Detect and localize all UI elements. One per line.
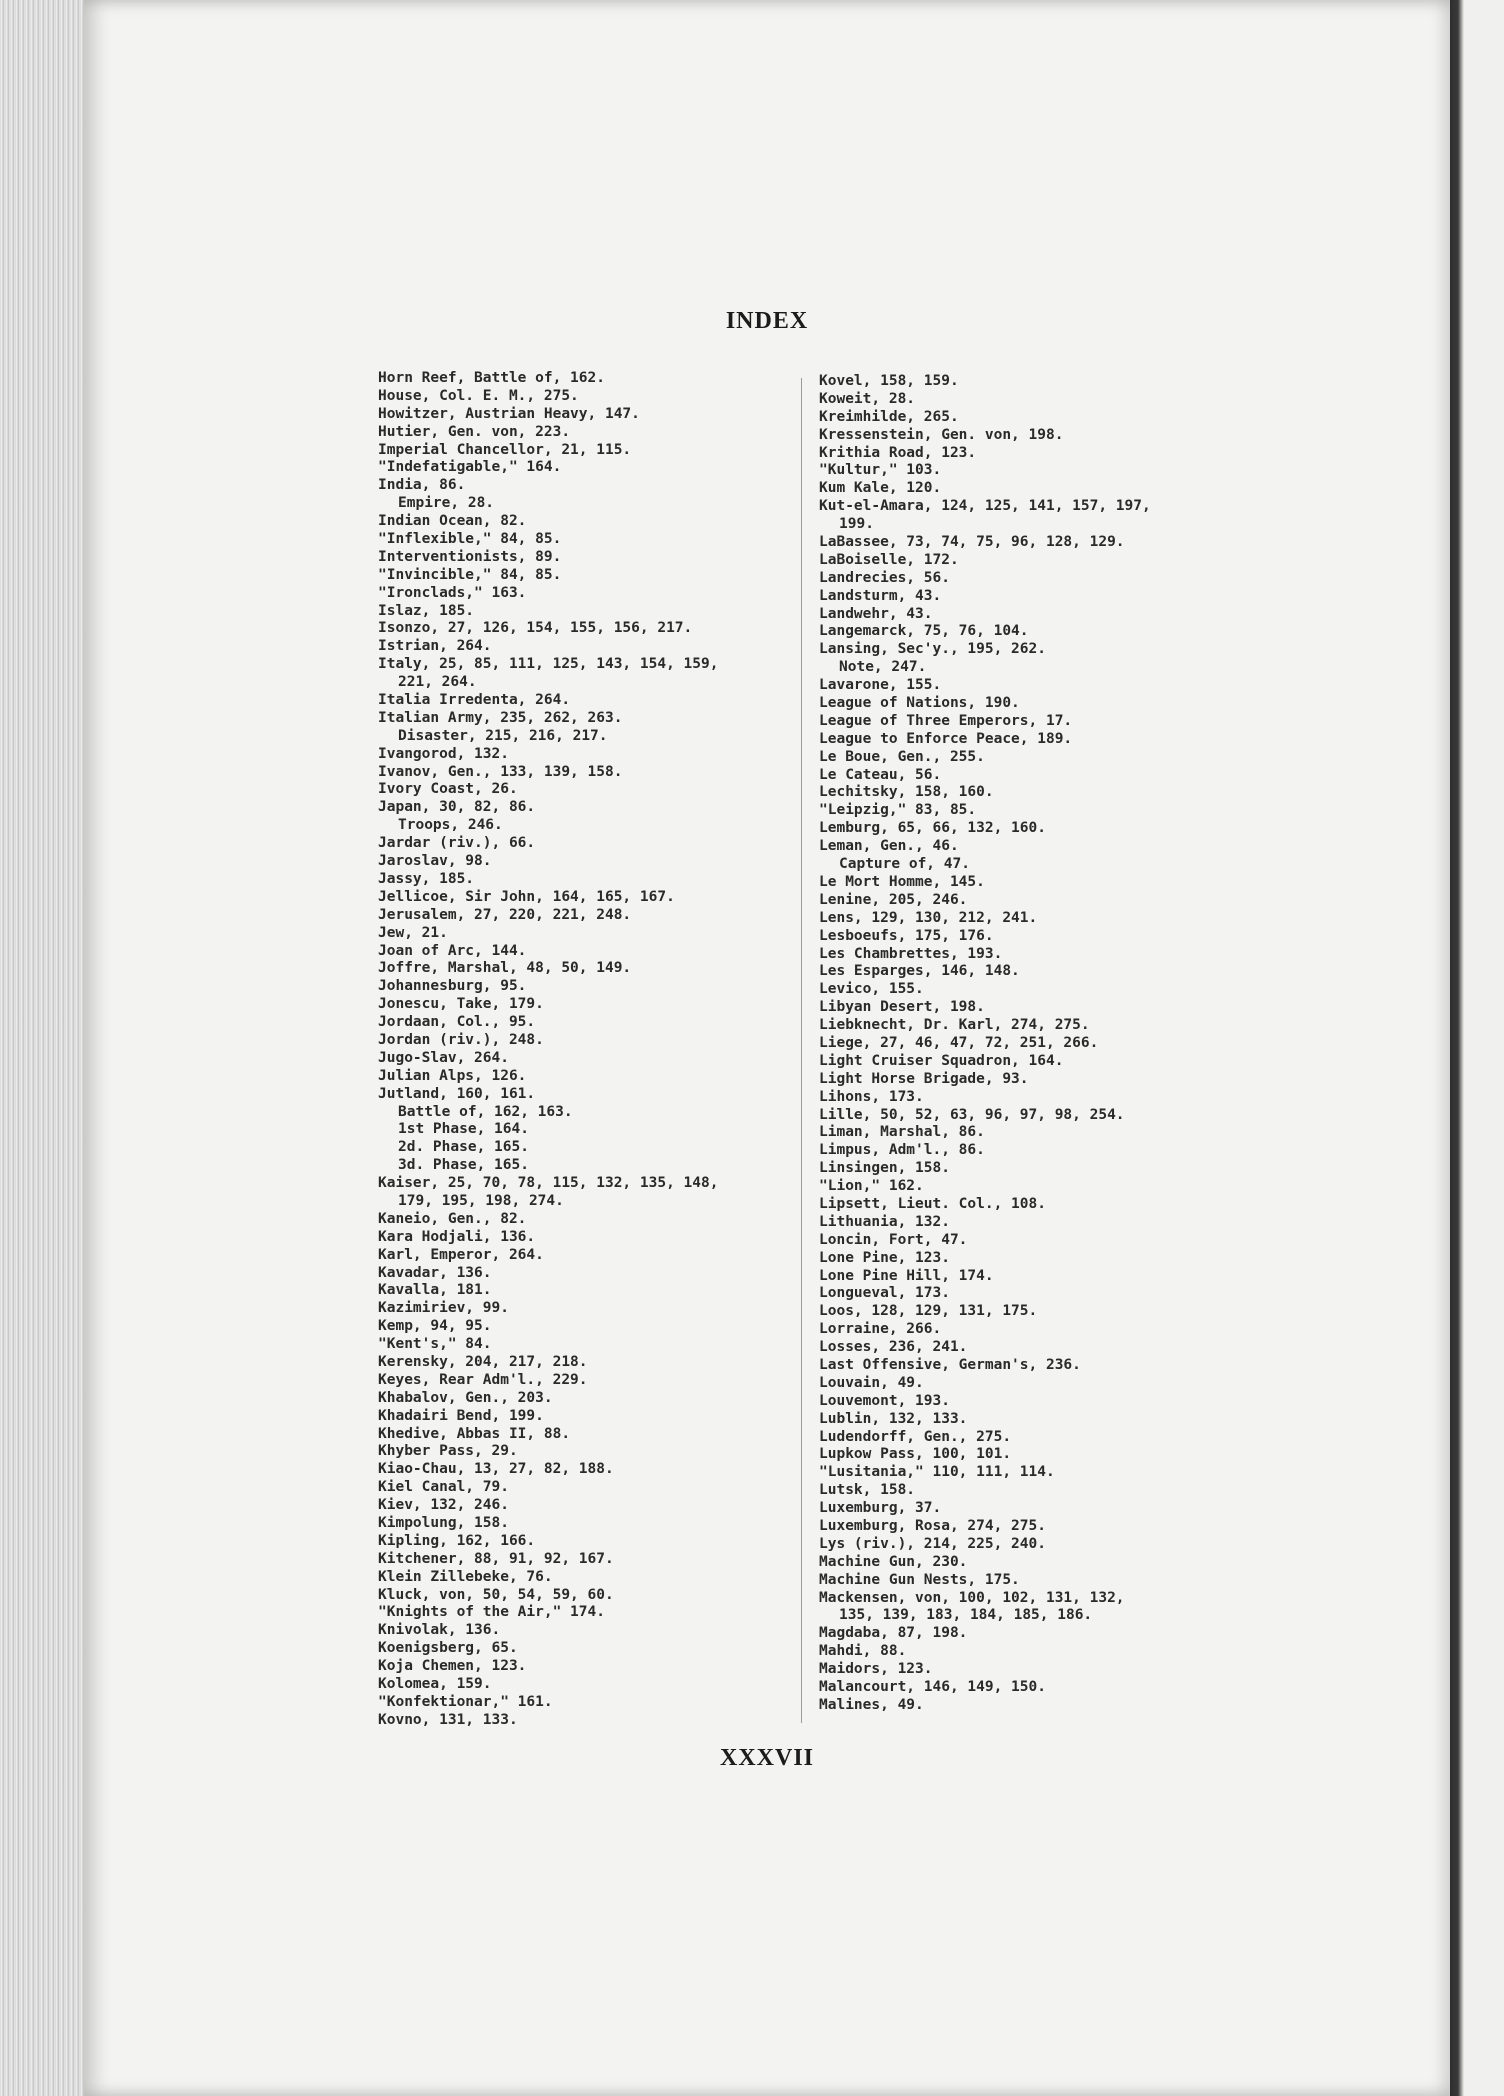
index-entry: Machine Gun Nests, 175. xyxy=(819,1571,1020,1588)
index-entry: "Konfektionar," 161. xyxy=(378,1693,553,1710)
index-entry: Kluck, von, 50, 54, 59, 60. xyxy=(378,1586,614,1603)
index-entry: Joffre, Marshal, 48, 50, 149. xyxy=(378,960,632,977)
index-entry: Koja Chemen, 123. xyxy=(378,1658,527,1675)
index-entry: Kavalla, 181. xyxy=(378,1282,492,1299)
index-entry: Jugo-Slav, 264. xyxy=(378,1049,509,1066)
index-entry: Liebknecht, Dr. Karl, 274, 275. xyxy=(819,1017,1090,1034)
index-entry: Kazimiriev, 99. xyxy=(378,1300,509,1317)
index-entry: Jordan (riv.), 248. xyxy=(378,1031,544,1048)
index-entry: Lenine, 205, 246. xyxy=(819,891,968,908)
index-entry: Italy, 25, 85, 111, 125, 143, 154, 159, xyxy=(378,656,719,673)
index-entry: Jordaan, Col., 95. xyxy=(378,1014,536,1031)
index-entry: Japan, 30, 82, 86. xyxy=(378,799,536,816)
index-entry: Jerusalem, 27, 220, 221, 248. xyxy=(378,906,632,923)
index-entry: Kiel Canal, 79. xyxy=(378,1479,509,1496)
index-entry: Liman, Marshal, 86. xyxy=(819,1124,985,1141)
index-entry: 221, 264. xyxy=(398,674,477,691)
index-entry: Magdaba, 87, 198. xyxy=(819,1625,968,1642)
index-entry: Ludendorff, Gen., 275. xyxy=(819,1428,1012,1445)
index-entry: Malancourt, 146, 149, 150. xyxy=(819,1679,1046,1696)
index-entry: Limpus, Adm'l., 86. xyxy=(819,1142,985,1159)
index-entry: "Inflexible," 84, 85. xyxy=(378,531,562,548)
index-entry: Interventionists, 89. xyxy=(378,548,562,565)
index-entry: Italian Army, 235, 262, 263. xyxy=(378,709,623,726)
index-entry: Kaiser, 25, 70, 78, 115, 132, 135, 148, xyxy=(378,1175,719,1192)
index-entry: Jew, 21. xyxy=(378,924,448,941)
index-entry: Levico, 155. xyxy=(819,981,924,998)
index-entry: Malines, 49. xyxy=(819,1696,924,1713)
index-entry: "Kent's," 84. xyxy=(378,1336,492,1353)
index-entry: Landsturm, 43. xyxy=(819,587,942,604)
index-entry: Koenigsberg, 65. xyxy=(378,1640,518,1657)
index-entry: Les Esparges, 146, 148. xyxy=(819,963,1020,980)
index-entry: Lansing, Sec'y., 195, 262. xyxy=(819,641,1046,658)
index-entry: Istrian, 264. xyxy=(378,638,492,655)
index-entry: "Kultur," 103. xyxy=(819,462,942,479)
index-entry: Klein Zillebeke, 76. xyxy=(378,1568,553,1585)
index-entry: Luxemburg, 37. xyxy=(819,1500,942,1517)
index-entry: Lechitsky, 158, 160. xyxy=(819,784,994,801)
index-entry: Hutier, Gen. von, 223. xyxy=(378,423,571,440)
index-entry: Islaz, 185. xyxy=(378,602,475,619)
index-entry: Ivory Coast, 26. xyxy=(378,781,518,798)
index-entry: Ivangorod, 132. xyxy=(378,745,509,762)
index-entry: Lone Pine Hill, 174. xyxy=(819,1267,994,1284)
index-entry: Kimpolung, 158. xyxy=(378,1515,509,1531)
index-entry: Imperial Chancellor, 21, 115. xyxy=(378,441,632,458)
index-column-right xyxy=(819,373,1303,1715)
index-entry: Battle of, 162, 163. xyxy=(398,1103,573,1120)
index-entry: Lesboeufs, 175, 176. xyxy=(819,927,994,944)
index-entry: Kaneio, Gen., 82. xyxy=(378,1210,527,1227)
index-entry: Maidors, 123. xyxy=(819,1661,933,1678)
index-entry: Les Chambrettes, 193. xyxy=(819,945,1003,962)
index-entry: Lone Pine, 123. xyxy=(819,1249,950,1266)
index-entry: Loos, 128, 129, 131, 175. xyxy=(819,1303,1038,1320)
index-entry: Keyes, Rear Adm'l., 229. xyxy=(378,1371,588,1388)
index-entry: League of Nations, 190. xyxy=(819,695,1020,712)
index-entry: Jutland, 160, 161. xyxy=(378,1085,536,1102)
index-entry: Kressenstein, Gen. von, 198. xyxy=(819,426,1064,443)
index-entry: 1st Phase, 164. xyxy=(398,1121,529,1138)
index-entry: Italia Irredenta, 264. xyxy=(378,692,571,709)
index-entry: Kovno, 131, 133. xyxy=(378,1711,518,1728)
index-entry: Losses, 236, 241. xyxy=(819,1339,968,1356)
index-entry: Kreimhilde, 265. xyxy=(819,408,959,425)
index-entry: Disaster, 215, 216, 217. xyxy=(398,727,608,744)
index-entry: Koweit, 28. xyxy=(819,390,916,407)
index-entry: "Indefatigable," 164. xyxy=(378,459,562,476)
index-entry: Lihons, 173. xyxy=(819,1088,924,1105)
index-entry: "Ironclads," 163. xyxy=(378,584,527,601)
book-page-edges xyxy=(0,0,92,2096)
index-entry: "Lion," 162. xyxy=(819,1178,924,1195)
index-entry: Julian Alps, 126. xyxy=(378,1067,527,1084)
index-entry: House, Col. E. M., 275. xyxy=(378,387,579,404)
index-entry: Light Cruiser Squadron, 164. xyxy=(819,1052,1064,1069)
index-entry: Kavadar, 136. xyxy=(378,1264,492,1281)
index-entry: Ivanov, Gen., 133, 139, 158. xyxy=(378,763,623,780)
index-entry: Lipsett, Lieut. Col., 108. xyxy=(819,1195,1046,1212)
index-entry: Johannesburg, 95. xyxy=(378,978,527,995)
index-entry: Karl, Emperor, 264. xyxy=(378,1246,544,1263)
index-entry: Kemp, 94, 95. xyxy=(378,1318,492,1335)
page-heading: INDEX xyxy=(725,308,809,334)
index-entry: Luxemburg, Rosa, 274, 275. xyxy=(819,1518,1046,1534)
index-entry: Kolomea, 159. xyxy=(378,1676,492,1693)
index-entry: Machine Gun, 230. xyxy=(819,1553,968,1570)
index-entry: Capture of, 47. xyxy=(839,856,970,873)
index-entry: Empire, 28. xyxy=(398,495,495,512)
index-entry: Lemburg, 65, 66, 132, 160. xyxy=(819,820,1046,837)
column-divider xyxy=(801,378,802,1723)
index-entry: Le Boue, Gen., 255. xyxy=(819,748,985,765)
index-entry: Kovel, 158, 159. xyxy=(819,373,959,389)
index-entry: Horn Reef, Battle of, 162. xyxy=(378,370,605,386)
index-entry: Leman, Gen., 46. xyxy=(819,838,959,855)
index-entry: Linsingen, 158. xyxy=(819,1160,950,1177)
index-entry: Joan of Arc, 144. xyxy=(378,942,527,959)
index-entry: Le Mort Homme, 145. xyxy=(819,873,985,890)
index-entry: 135, 139, 183, 184, 185, 186. xyxy=(839,1607,1093,1624)
index-entry: Kiev, 132, 246. xyxy=(378,1497,509,1514)
index-entry: Lutsk, 158. xyxy=(819,1482,916,1499)
index-entry: Kut-el-Amara, 124, 125, 141, 157, 197, xyxy=(819,498,1151,515)
index-column-left xyxy=(378,370,802,1730)
index-entry: "Leipzig," 83, 85. xyxy=(819,802,977,819)
next-page-edge xyxy=(1450,0,1504,2096)
index-entry: Khadairi Bend, 199. xyxy=(378,1407,544,1424)
index-entry: Mahdi, 88. xyxy=(819,1643,907,1660)
index-entry: Lavarone, 155. xyxy=(819,677,942,694)
page-number: XXXVII xyxy=(719,1745,814,1771)
index-entry: Kum Kale, 120. xyxy=(819,480,942,497)
index-entry: Le Cateau, 56. xyxy=(819,766,942,783)
index-entry: Landwehr, 43. xyxy=(819,605,933,622)
index-entry: Howitzer, Austrian Heavy, 147. xyxy=(378,405,640,422)
index-entry: Lille, 50, 52, 63, 96, 97, 98, 254. xyxy=(819,1106,1125,1123)
index-entry: Jardar (riv.), 66. xyxy=(378,835,536,852)
index-entry: Kara Hodjali, 136. xyxy=(378,1228,536,1245)
index-entry: Loncin, Fort, 47. xyxy=(819,1231,968,1248)
index-entry: Khyber Pass, 29. xyxy=(378,1443,518,1460)
index-entry: Libyan Desert, 198. xyxy=(819,999,985,1016)
index-entry: Mackensen, von, 100, 102, 131, 132, xyxy=(819,1589,1125,1606)
index-entry: Light Horse Brigade, 93. xyxy=(819,1070,1029,1087)
index-entry: Lupkow Pass, 100, 101. xyxy=(819,1446,1012,1463)
index-entry: 179, 195, 198, 274. xyxy=(398,1192,564,1209)
index-entry: India, 86. xyxy=(378,477,466,494)
index-entry: LaBassee, 73, 74, 75, 96, 128, 129. xyxy=(819,534,1125,551)
index-entry: Lithuania, 132. xyxy=(819,1213,950,1230)
index-entry: Khabalov, Gen., 203. xyxy=(378,1389,553,1406)
index-entry: Jaroslav, 98. xyxy=(378,853,492,870)
index-entry: Kiao-Chau, 13, 27, 82, 188. xyxy=(378,1461,614,1478)
index-entry: LaBoiselle, 172. xyxy=(819,551,959,568)
index-entry: Troops, 246. xyxy=(398,817,503,834)
index-entry: Knivolak, 136. xyxy=(378,1622,501,1639)
index-page xyxy=(84,0,1450,2096)
index-entry: 199. xyxy=(839,516,874,533)
index-entry: Liege, 27, 46, 47, 72, 251, 266. xyxy=(819,1034,1099,1051)
index-entry: Landrecies, 56. xyxy=(819,569,950,586)
index-entry: League to Enforce Peace, 189. xyxy=(819,730,1073,747)
index-entry: "Invincible," 84, 85. xyxy=(378,566,562,583)
index-entry: Isonzo, 27, 126, 154, 155, 156, 217. xyxy=(378,620,693,637)
index-entry: Louvemont, 193. xyxy=(819,1392,950,1409)
index-entry: Note, 247. xyxy=(839,659,927,676)
index-entry: Louvain, 49. xyxy=(819,1374,924,1391)
index-entry: 3d. Phase, 165. xyxy=(398,1157,529,1174)
index-entry: Lys (riv.), 214, 225, 240. xyxy=(819,1535,1046,1552)
index-entry: Kerensky, 204, 217, 218. xyxy=(378,1353,588,1370)
index-entry: Jassy, 185. xyxy=(378,870,475,887)
index-entry: Indian Ocean, 82. xyxy=(378,513,527,530)
index-entry: Longueval, 173. xyxy=(819,1285,950,1302)
index-entry: Khedive, Abbas II, 88. xyxy=(378,1425,571,1442)
index-entry: Last Offensive, German's, 236. xyxy=(819,1356,1081,1373)
index-entry: League of Three Emperors, 17. xyxy=(819,712,1073,729)
index-entry: "Lusitania," 110, 111, 114. xyxy=(819,1464,1055,1481)
index-entry: Lorraine, 266. xyxy=(819,1321,942,1338)
index-entry: Lublin, 132, 133. xyxy=(819,1410,968,1427)
index-entry: Krithia Road, 123. xyxy=(819,444,977,461)
index-entry: Langemarck, 75, 76, 104. xyxy=(819,623,1029,640)
index-entry: 2d. Phase, 165. xyxy=(398,1139,529,1156)
index-entry: Kitchener, 88, 91, 92, 167. xyxy=(378,1550,614,1567)
index-entry: Lens, 129, 130, 212, 241. xyxy=(819,909,1038,926)
index-entry: Kipling, 162, 166. xyxy=(378,1532,536,1549)
index-entry: Jonescu, Take, 179. xyxy=(378,996,544,1013)
index-entry: "Knights of the Air," 174. xyxy=(378,1604,605,1621)
index-entry: Jellicoe, Sir John, 164, 165, 167. xyxy=(378,888,675,905)
